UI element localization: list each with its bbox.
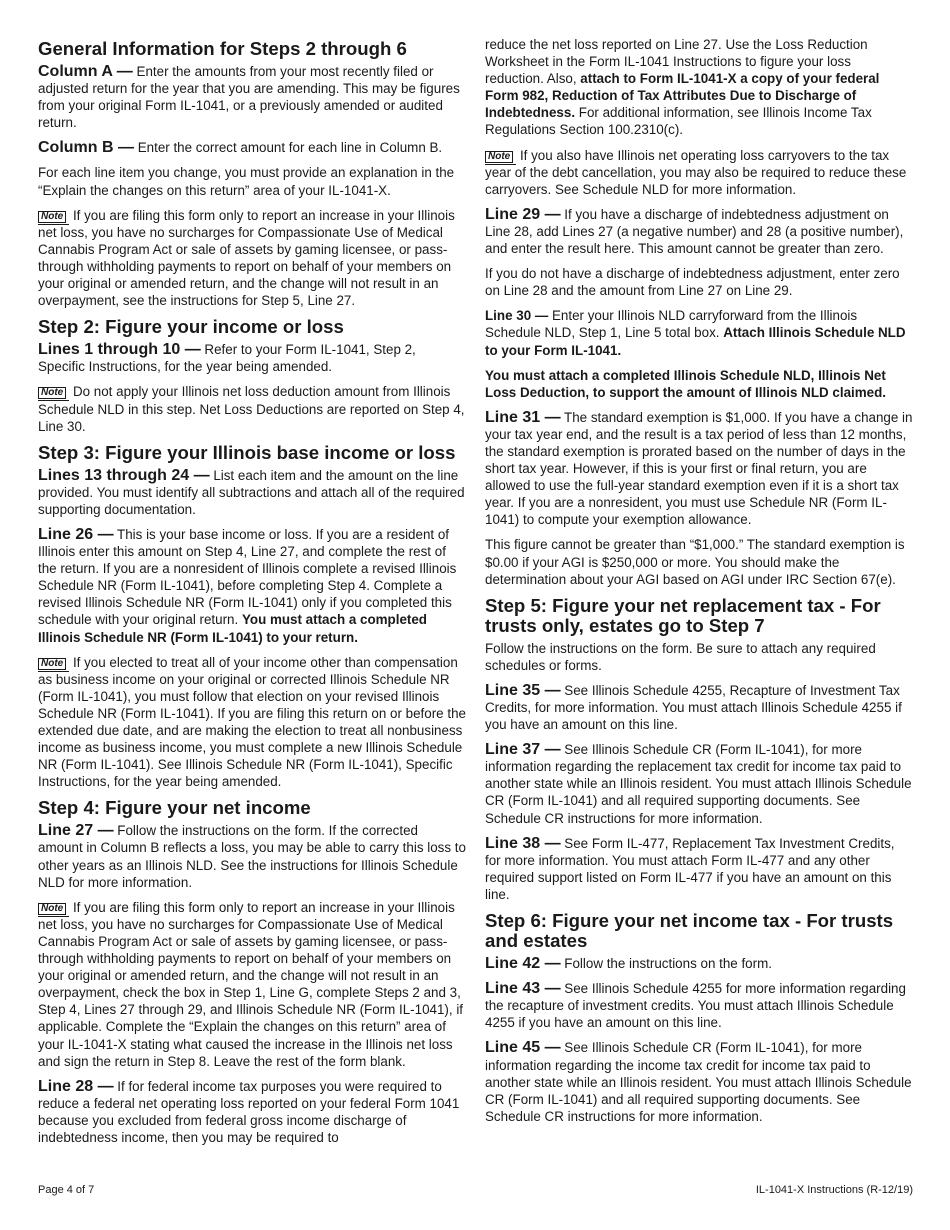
note-icon: Note (485, 151, 513, 163)
line-43-paragraph: Line 43 — See Illinois Schedule 4255 for more information regarding the recapture of investment credits. You must attach Illinois Schedule 4255 if you have an amount on this line. (485, 980, 906, 1031)
column-a-paragraph: Column A — Enter the amounts from your most recently filed or adjusted return for the year that you are amending. This may be figures from your original Form IL-1041, or a previously amended or audited return. (38, 63, 460, 131)
step5-heading: Step 5: Figure your net replacement tax - For trusts only, estates go to Step 7 (485, 594, 881, 636)
note-paragraph: Note If you are filing this form only to report an increase in your Illinois net loss, you have no surcharges for Compassionate Use of Medical Cannabis Program Act or sale of assets by gaming licensee, or pass-through withholding payments to report on behalf of your members on your original or amended return, and the change will not result in an overpayment, check the box in Step 1, Line G, complete Steps 2 and 3, Step 4, Lines 27 through 29, and Illinois Schedule NR (Form IL-1041), if applicable. Complete the “Explain the changes on this return” area of your IL-1041-X stating what caused the increase in the Illinois net loss and sign the return in Step 8. Leave the rest of the form blank. (38, 899, 464, 1069)
line-30-paragraph: Line 30 — Enter your Illinois NLD carryforward from the Illinois Schedule NLD, Step 1, Line 5 total box. Attach Illinois Schedule NLD to your Form IL-1041. (485, 308, 906, 358)
lines-1-10-paragraph: Lines 1 through 10 — Refer to your Form IL-1041, Step 2, Specific Instructions, for the year being amended. (38, 341, 416, 375)
column-a-lead: Column A — (38, 63, 133, 80)
line-29-paragraph-2: If you do not have a discharge of indebtedness adjustment, enter zero on Line 28 and the amount from Line 27 on Line 29. (485, 266, 900, 299)
line-38-paragraph: Line 38 — See Form IL-477, Replacement Tax Investment Credits, for more information. You must attach Form IL-477 and any other required support listed on Form IL-477 if you have an amount on this line. (485, 834, 895, 902)
explain-paragraph: For each line item you change, you must provide an explanation in the “Explain the changes on this return” area of your IL-1041-X. (38, 165, 455, 198)
note-paragraph: Note If you are filing this form only to report an increase in your Illinois net loss, you have no surcharges for Compassionate Use of Medical Cannabis Program Act or sale of assets by gaming licensee, or pass-through withholding payments to report on behalf of your members on your original or amended return, and the change will not result in an overpayment, see the instructions for Step 5, Line 27. (38, 207, 455, 309)
line-35-paragraph: Line 35 — See Illinois Schedule 4255, Recapture of Investment Tax Credits, for more information. You must attach Illinois Schedule 4255 if you have an amount on this line. (485, 681, 902, 733)
left-column (38, 36, 466, 1154)
column-b-lead: Column B — (38, 139, 134, 157)
step4-heading: Step 4: Figure your net income (38, 797, 311, 819)
step6-heading: Step 6: Figure your net income tax - For trusts and estates (485, 910, 894, 952)
general-info-heading: General Information for Steps 2 through 6 (38, 38, 407, 59)
line-28-paragraph: Line 28 — If for federal income tax purposes you were required to reduce a federal net operating loss reported on your federal Form 1041 because you excluded from federal gross income discharge of indebtedness income, then you may be required to (38, 1077, 460, 1145)
right-column (485, 36, 913, 1133)
line-28-continued: reduce the net loss reported on Line 27. Use the Loss Reduction Worksheet in the Form IL-1041 Instructions to figure your loss reduction. Also, attach to Form IL-1041-X a copy of your federal Form 982, Reduction of Tax Attributes Due to Discharge of Indebtedness. For additional information, see Illinois Income Tax Regulations Section 100.2310(c). (485, 37, 880, 138)
step5-intro: Follow the instructions on the form. Be sure to attach any required schedules or forms. (485, 640, 876, 673)
line-42-paragraph: Line 42 — Follow the instructions on the form. (485, 955, 772, 973)
line-26-paragraph: Line 26 — This is your base income or loss. If you are a resident of Illinois enter this amount on Step 4, Line 27, and complete the rest of the return. If you are a nonresident of Illinois complete a revised Illinois Schedule NR (Form IL-1041), before completing Step 4. Complete a revised Illinois Schedule NR (Form IL-1041) only if you completed this schedule with your original return. You must attach a completed Illinois Schedule NR (Form IL-1041) to your return. (38, 525, 457, 645)
line-31-paragraph: Line 31 — The standard exemption is $1,000. If you have a change in your tax year end, and the result is a tax period of less than 12 months, the standard exemption is prorated based on the number of days in the short tax year. However, if this is your first or final return, you are allowed to use the full-year standard exemption even if it is a short tax year. If you are a nonresident, you must use Schedule NR (Form IL-1041) to compute your exemption allowance. (485, 408, 913, 528)
lines-13-24-paragraph: Lines 13 through 24 — List each item and the amount on the line provided. You must identify all subtractions and attach all of the required supporting documentation. (38, 466, 465, 517)
line-37-paragraph: Line 37 — See Illinois Schedule CR (Form IL-1041), for more information regarding the replacement tax credit for income tax paid to another state while an Illinois resident. You must attach Illinois Schedule CR (Form IL-1041) and all required supporting documents. See Schedule CR instructions for more information. (485, 741, 912, 826)
note-paragraph: Note If you elected to treat all of your income other than compensation as business income on your original or corrected Illinois Schedule NR (Form IL-1041), you must follow that election on your revised Illinois Schedule NR (Form IL-1041). If you are filing this return on or before the extended due date, and are making the election to treat all nonbusiness income as business income, you must complete a new Illinois Schedule NR (Form IL-1041). See Illinois Schedule NR (Form IL-1041), Specific Instructions, for the year being amended. (38, 654, 466, 790)
line-27-paragraph: Line 27 — Follow the instructions on the form. If the corrected amount in Column B reflects a loss, you may be able to carry this loss to other years as an Illinois NLD. See the instructions for Illinois Schedule NLD for more information. (38, 822, 466, 890)
note-icon: Note (38, 387, 66, 399)
note-icon: Note (38, 658, 66, 670)
note-icon: Note (38, 211, 66, 223)
step2-heading: Step 2: Figure your income or loss (38, 316, 344, 338)
nld-requirement: You must attach a completed Illinois Schedule NLD, Illinois Net Loss Deduction, to support the amount of Illinois NLD claimed. (485, 367, 886, 400)
line-29-paragraph: Line 29 — If you have a discharge of indebtedness adjustment on Line 28, add Lines 27 (a negative number) and 28 (a positive number), and enter the result here. This amount cannot be greater than zero. (485, 205, 904, 257)
page-number: Page 4 of 7 (38, 1184, 95, 1196)
line-45-paragraph: Line 45 — See Illinois Schedule CR (Form IL-1041), for more information regarding the income tax credit for income tax paid to another state while an Illinois resident. You must attach Illinois Schedule CR (Form IL-1041) and all required supporting documents. See Schedule CR instructions for more information. (485, 1039, 912, 1124)
column-b-paragraph: Column B — Enter the correct amount for each line in Column B. (38, 139, 443, 157)
note-paragraph: Note If you also have Illinois net operating loss carryovers to the tax year of the debt cancellation, you may also be required to reduce these carryovers. See Schedule NLD for more information. (485, 147, 907, 197)
step3-heading: Step 3: Figure your Illinois base income or loss (38, 441, 456, 463)
note-paragraph: Note Do not apply your Illinois net loss deduction amount from Illinois Schedule NLD in this step. Net Loss Deductions are reported on Step 4, Line 30. (38, 384, 465, 434)
form-revision: IL-1041-X Instructions (R-12/19) (755, 1184, 913, 1196)
note-icon: Note (38, 903, 66, 915)
line-31-paragraph-2: This figure cannot be greater than “$1,000.” The standard exemption is $0.00 if your AGI is $250,000 or more. You should make the determination about your AGI based on AGI under IRC Section 67(e). (485, 537, 905, 587)
